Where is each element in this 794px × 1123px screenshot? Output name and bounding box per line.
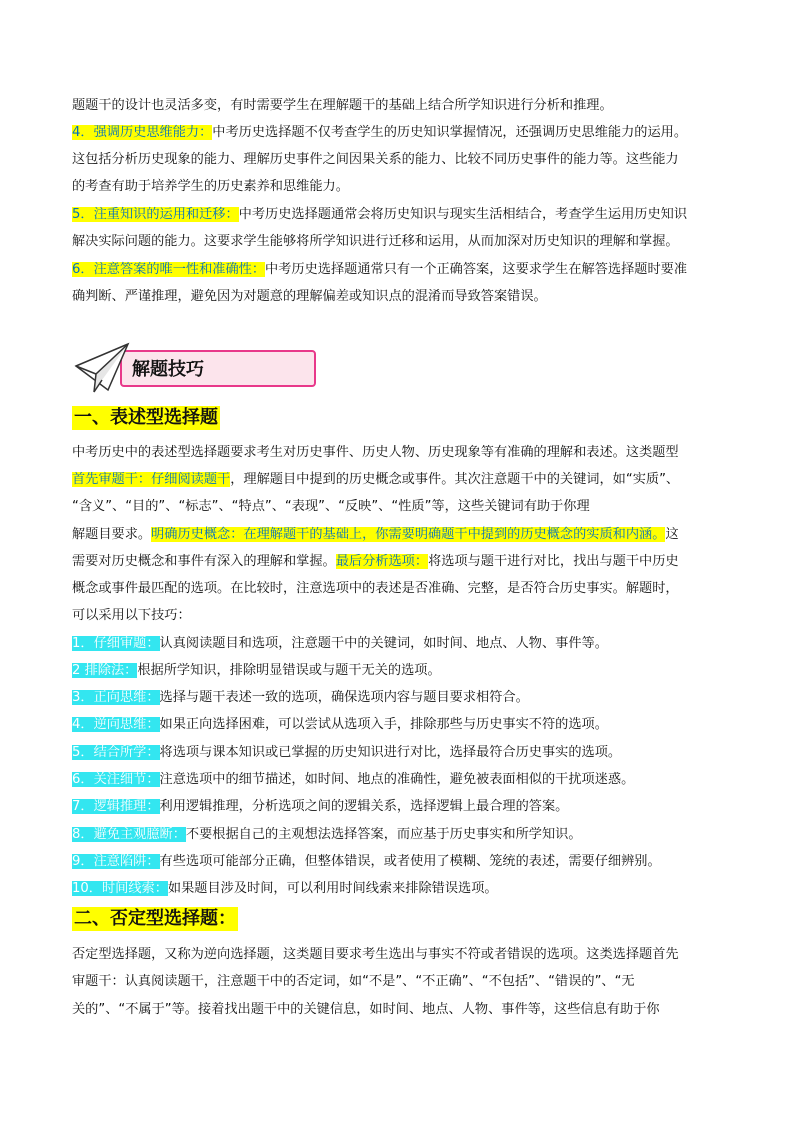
paper-plane-icon (72, 340, 132, 396)
s2-line-3: 关的”、“不属于”等。接着找出题干中的关键信息，如时间、地点、人物、事件等，这些信息有助于你 (72, 1002, 660, 1017)
list-item (72, 793, 724, 820)
s1-highlight-3: 最后分析选项： (335, 554, 429, 569)
s1-line-g: 可以采用以下技巧： (72, 608, 191, 623)
s1-line-a: 中考历史中的表述型选择题要求考生对历史事件、历史人物、历史现象等有准确的理解和表述。这类题型 (72, 445, 679, 460)
s2-line-2: 审题干：认真阅读题干，注意题干中的否定词，如“不是”、“不正确”、“不包括”、“错误的”、“无 (72, 974, 635, 989)
item-4-label: 4．强调历史思维能力： (72, 125, 213, 140)
list-item (72, 684, 724, 711)
s1-text-b: ，理解题目中提到的历史概念或事件。其次注意题干中的关键词，如“实质”、 (230, 472, 680, 487)
list-item-text: 有些选项可能部分正确，但整体错误，或者使用了模糊、笼统的表述，需要仔细辨别。 (159, 854, 661, 869)
list-item-label: 1．仔细审题： (72, 636, 160, 651)
intro-item-6 (72, 256, 724, 284)
intro-item-4-cont: 这包括分析历史现象的能力、理解历史事件之间因果关系的能力、比较不同历史事件的能力等。这些能力 (72, 152, 679, 167)
list-item-text: 如果正向选择困难，可以尝试从选项入手，排除那些与历史事实不符的选项。 (159, 717, 608, 732)
list-item-text: 将选项与课本知识或已掌握的历史知识进行对比，选择最符合历史事实的选项。 (159, 745, 622, 760)
list-item-label: 8．避免主观臆断： (72, 827, 186, 842)
s1-line-f: 概念或事件最匹配的选项。在比较时，注意选项中的表述是否准确、完整，是否符合历史事实。解题时， (72, 581, 679, 596)
s2-line-1: 否定型选择题，又称为逆向选择题，这类题目要求考生选出与事实不符或者错误的选项。这类选择题首先 (72, 947, 679, 962)
s1-text-e2: 将选项与题干进行对比，找出与题干中历史 (428, 554, 679, 569)
item-6-label: 6．注意答案的唯一性和准确性： (72, 262, 266, 277)
list-item (72, 766, 724, 793)
intro-item-4-cont2: 的考查有助于培养学生的历史素养和思维能力。 (72, 179, 349, 194)
item-4-text: 中考历史选择题不仅考查学生的历史知识掌握情况，还强调历史思维能力的运用。 (212, 125, 688, 140)
list-item-text: 选择与题干表述一致的选项，确保选项内容与题目要求相符合。 (159, 690, 529, 705)
intro-item-6-cont: 确判断、严谨推理，避免因为对题意的理解偏差或知识点的混淆而导致答案错误。 (72, 289, 547, 304)
list-item-text: 注意选项中的细节描述，如时间、地点的准确性，避免被表面相似的干扰项迷惑。 (159, 772, 635, 787)
s1-line-c: “含义”、“目的”、“标志”、“特点”、“表现”、“反映”、“性质”等，这些关键词有助于你理 (72, 499, 590, 514)
s1-highlight-2: 明确历史概念：在理解题干的基础上，你需要明确题干中提到的历史概念的实质和内涵。 (151, 527, 666, 542)
list-item-text: 认真阅读题目和选项，注意题干中的关键词，如时间、地点、人物、事件等。 (159, 636, 608, 651)
list-item (72, 739, 724, 766)
list-item (72, 875, 724, 902)
s1-line-b (72, 466, 724, 494)
s1-text-e: 需要对历史概念和事件有深入的理解和掌握。 (72, 554, 336, 569)
list-item-label: 4．逆向思维： (72, 717, 160, 732)
item-5-text: 中考历史选择题通常会将历史知识与现实生活相结合，考查学生运用历史知识 (238, 207, 688, 222)
list-item-label: 10．时间线索： (72, 881, 168, 896)
s1-line-d (72, 521, 724, 549)
intro-item-5 (72, 201, 724, 229)
s1-text-d: 解题目要求。 (72, 527, 152, 542)
banner-title: 解题技巧 (132, 359, 204, 380)
list-item-label: 6．关注细节： (72, 772, 160, 787)
intro-item-4 (72, 119, 724, 147)
list-item-label: 9．注意陷阱： (72, 854, 160, 869)
s1-highlight-1: 首先审题干：仔细阅读题干 (72, 472, 231, 487)
list-item-text: 如果题目涉及时间，可以利用时间线索来排除错误选项。 (167, 881, 498, 896)
list-item-text: 不要根据自己的主观想法选择答案，而应基于历史事实和所学知识。 (185, 827, 582, 842)
s1-text-d2: 这 (665, 527, 679, 542)
intro-item-5-cont: 解决实际问题的能力。这要求学生能够将所学知识进行迁移和运用，从而加深对历史知识的理解和掌握。 (72, 234, 679, 249)
list-item (72, 711, 724, 738)
list-item (72, 657, 724, 684)
list-item-label: 7．逻辑推理： (72, 799, 160, 814)
list-item (72, 821, 724, 848)
list-item (72, 630, 724, 657)
list-item-text: 根据所学知识，排除明显错误或与题干无关的选项。 (137, 663, 441, 678)
section-1-title: 一、表述型选择题 (74, 407, 218, 428)
list-item-label: 3．正向思维： (72, 690, 160, 705)
list-item-label: 2 排除法： (72, 663, 138, 678)
s1-line-e (72, 548, 724, 576)
item-6-text: 中考历史选择题通常只有一个正确答案，这要求学生在解答选择题时要准 (265, 262, 688, 277)
list-item-label: 5．结合所学： (72, 745, 160, 760)
list-item (72, 848, 724, 875)
intro-line-1: 题题干的设计也灵活多变，有时需要学生在理解题干的基础上结合所学知识进行分析和推理。 (72, 98, 613, 113)
list-item-text: 利用逻辑推理，分析选项之间的逻辑关系，选择逻辑上最合理的答案。 (159, 799, 569, 814)
section-2-title: 二、否定型选择题： (74, 908, 236, 929)
item-5-label: 5．注重知识的运用和迁移： (72, 207, 239, 222)
